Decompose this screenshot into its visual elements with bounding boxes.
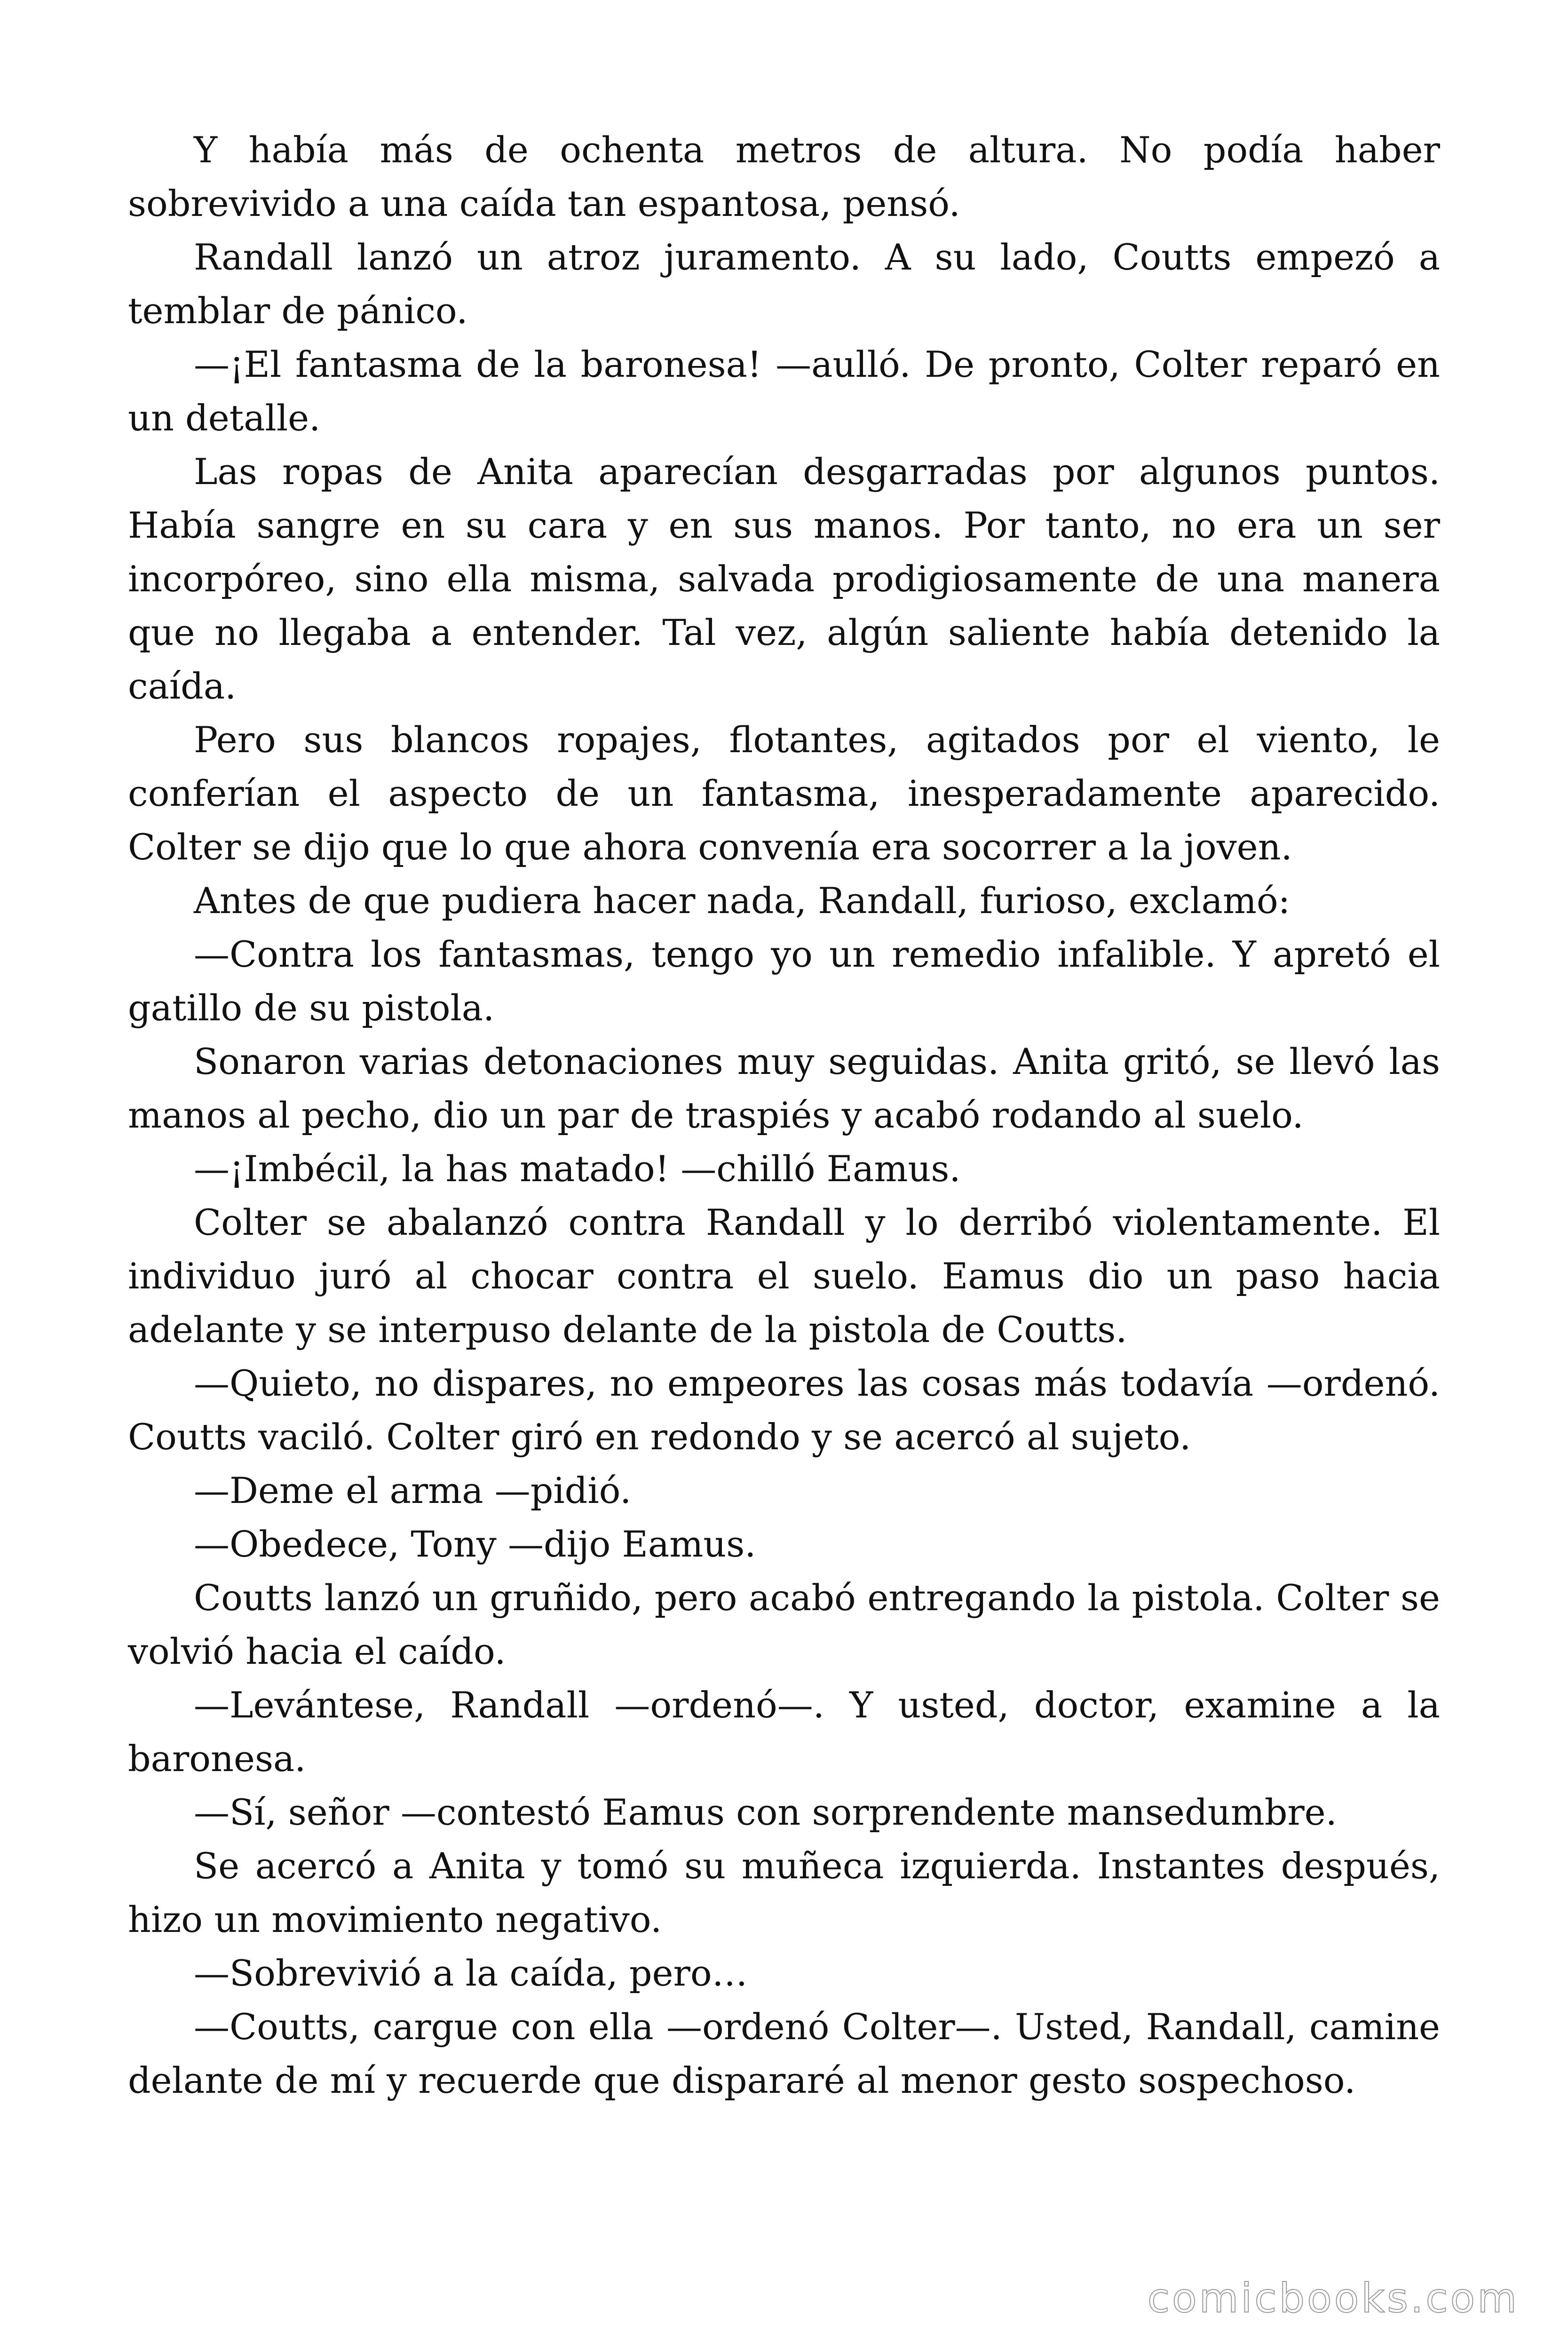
paragraph: Se acercó a Anita y tomó su muñeca izquierda. Instantes después, hizo un movimiento negativo. [128, 1845, 1440, 1940]
paragraph: —Sobrevivió a la caída, pero… [194, 1952, 748, 1994]
paragraph: Las ropas de Anita aparecían desgarradas por algunos puntos. Había sangre en su cara y en sus manos. Por tanto, no era un ser incorpóreo, sino ella misma, salvada prodigiosamente de una manera que no llegaba a entender. Tal vez, algún saliente había detenido la caída. [128, 451, 1440, 707]
paragraph: —Contra los fantasmas, tengo yo un remedio infalible. Y apretó el gatillo de su pistola. [128, 933, 1440, 1029]
paragraph: —Coutts, cargue con ella —ordenó Colter—. Usted, Randall, camine delante de mí y recuerde que dispararé al menor gesto sospechoso. [128, 2006, 1440, 2101]
paragraph: Pero sus blancos ropajes, flotantes, agitados por el viento, le conferían el aspecto de un fantasma, inesperadamente aparecido. Colter se dijo que lo que ahora convenía era socorrer a la joven. [128, 719, 1440, 868]
paragraph: —Obedece, Tony —dijo Eamus. [194, 1523, 756, 1565]
paragraph: Randall lanzó un atroz juramento. A su lado, Coutts empezó a temblar de pánico. [128, 236, 1440, 332]
paragraph: Y había más de ochenta metros de altura. No podía haber sobrevivido a una caída tan espantosa, pensó. [128, 129, 1440, 224]
paragraph: —Levántese, Randall —ordenó—. Y usted, doctor, examine a la baronesa. [128, 1684, 1440, 1780]
paragraph: —Sí, señor —contestó Eamus con sorprendente mansedumbre. [194, 1791, 1337, 1833]
watermark: comicbooks.com [1147, 2275, 1519, 2322]
paragraph: —¡Imbécil, la has matado! —chilló Eamus. [194, 1148, 961, 1190]
paragraph: —Deme el arma —pidió. [194, 1470, 632, 1511]
paragraph: —Quieto, no dispares, no empeores las cosas más todavía —ordenó. Coutts vaciló. Colter giró en redondo y se acercó al sujeto. [128, 1362, 1440, 1458]
paragraph: Sonaron varias detonaciones muy seguidas. Anita gritó, se llevó las manos al pecho, dio un par de traspiés y acabó rodando al suelo. [128, 1041, 1440, 1136]
paragraph: Colter se abalanzó contra Randall y lo derribó violentamente. El individuo juró al chocar contra el suelo. Eamus dio un paso hacia adelante y se interpuso delante de la pistola de Coutts. [128, 1201, 1440, 1351]
paragraph: —¡El fantasma de la baronesa! —aulló. De pronto, Colter reparó en un detalle. [128, 343, 1440, 439]
paragraph: Coutts lanzó un gruñido, pero acabó entregando la pistola. Colter se volvió hacia el caído. [128, 1577, 1440, 1672]
body-text [128, 123, 1440, 2107]
paragraph: Antes de que pudiera hacer nada, Randall, furioso, exclamó: [194, 880, 1291, 922]
